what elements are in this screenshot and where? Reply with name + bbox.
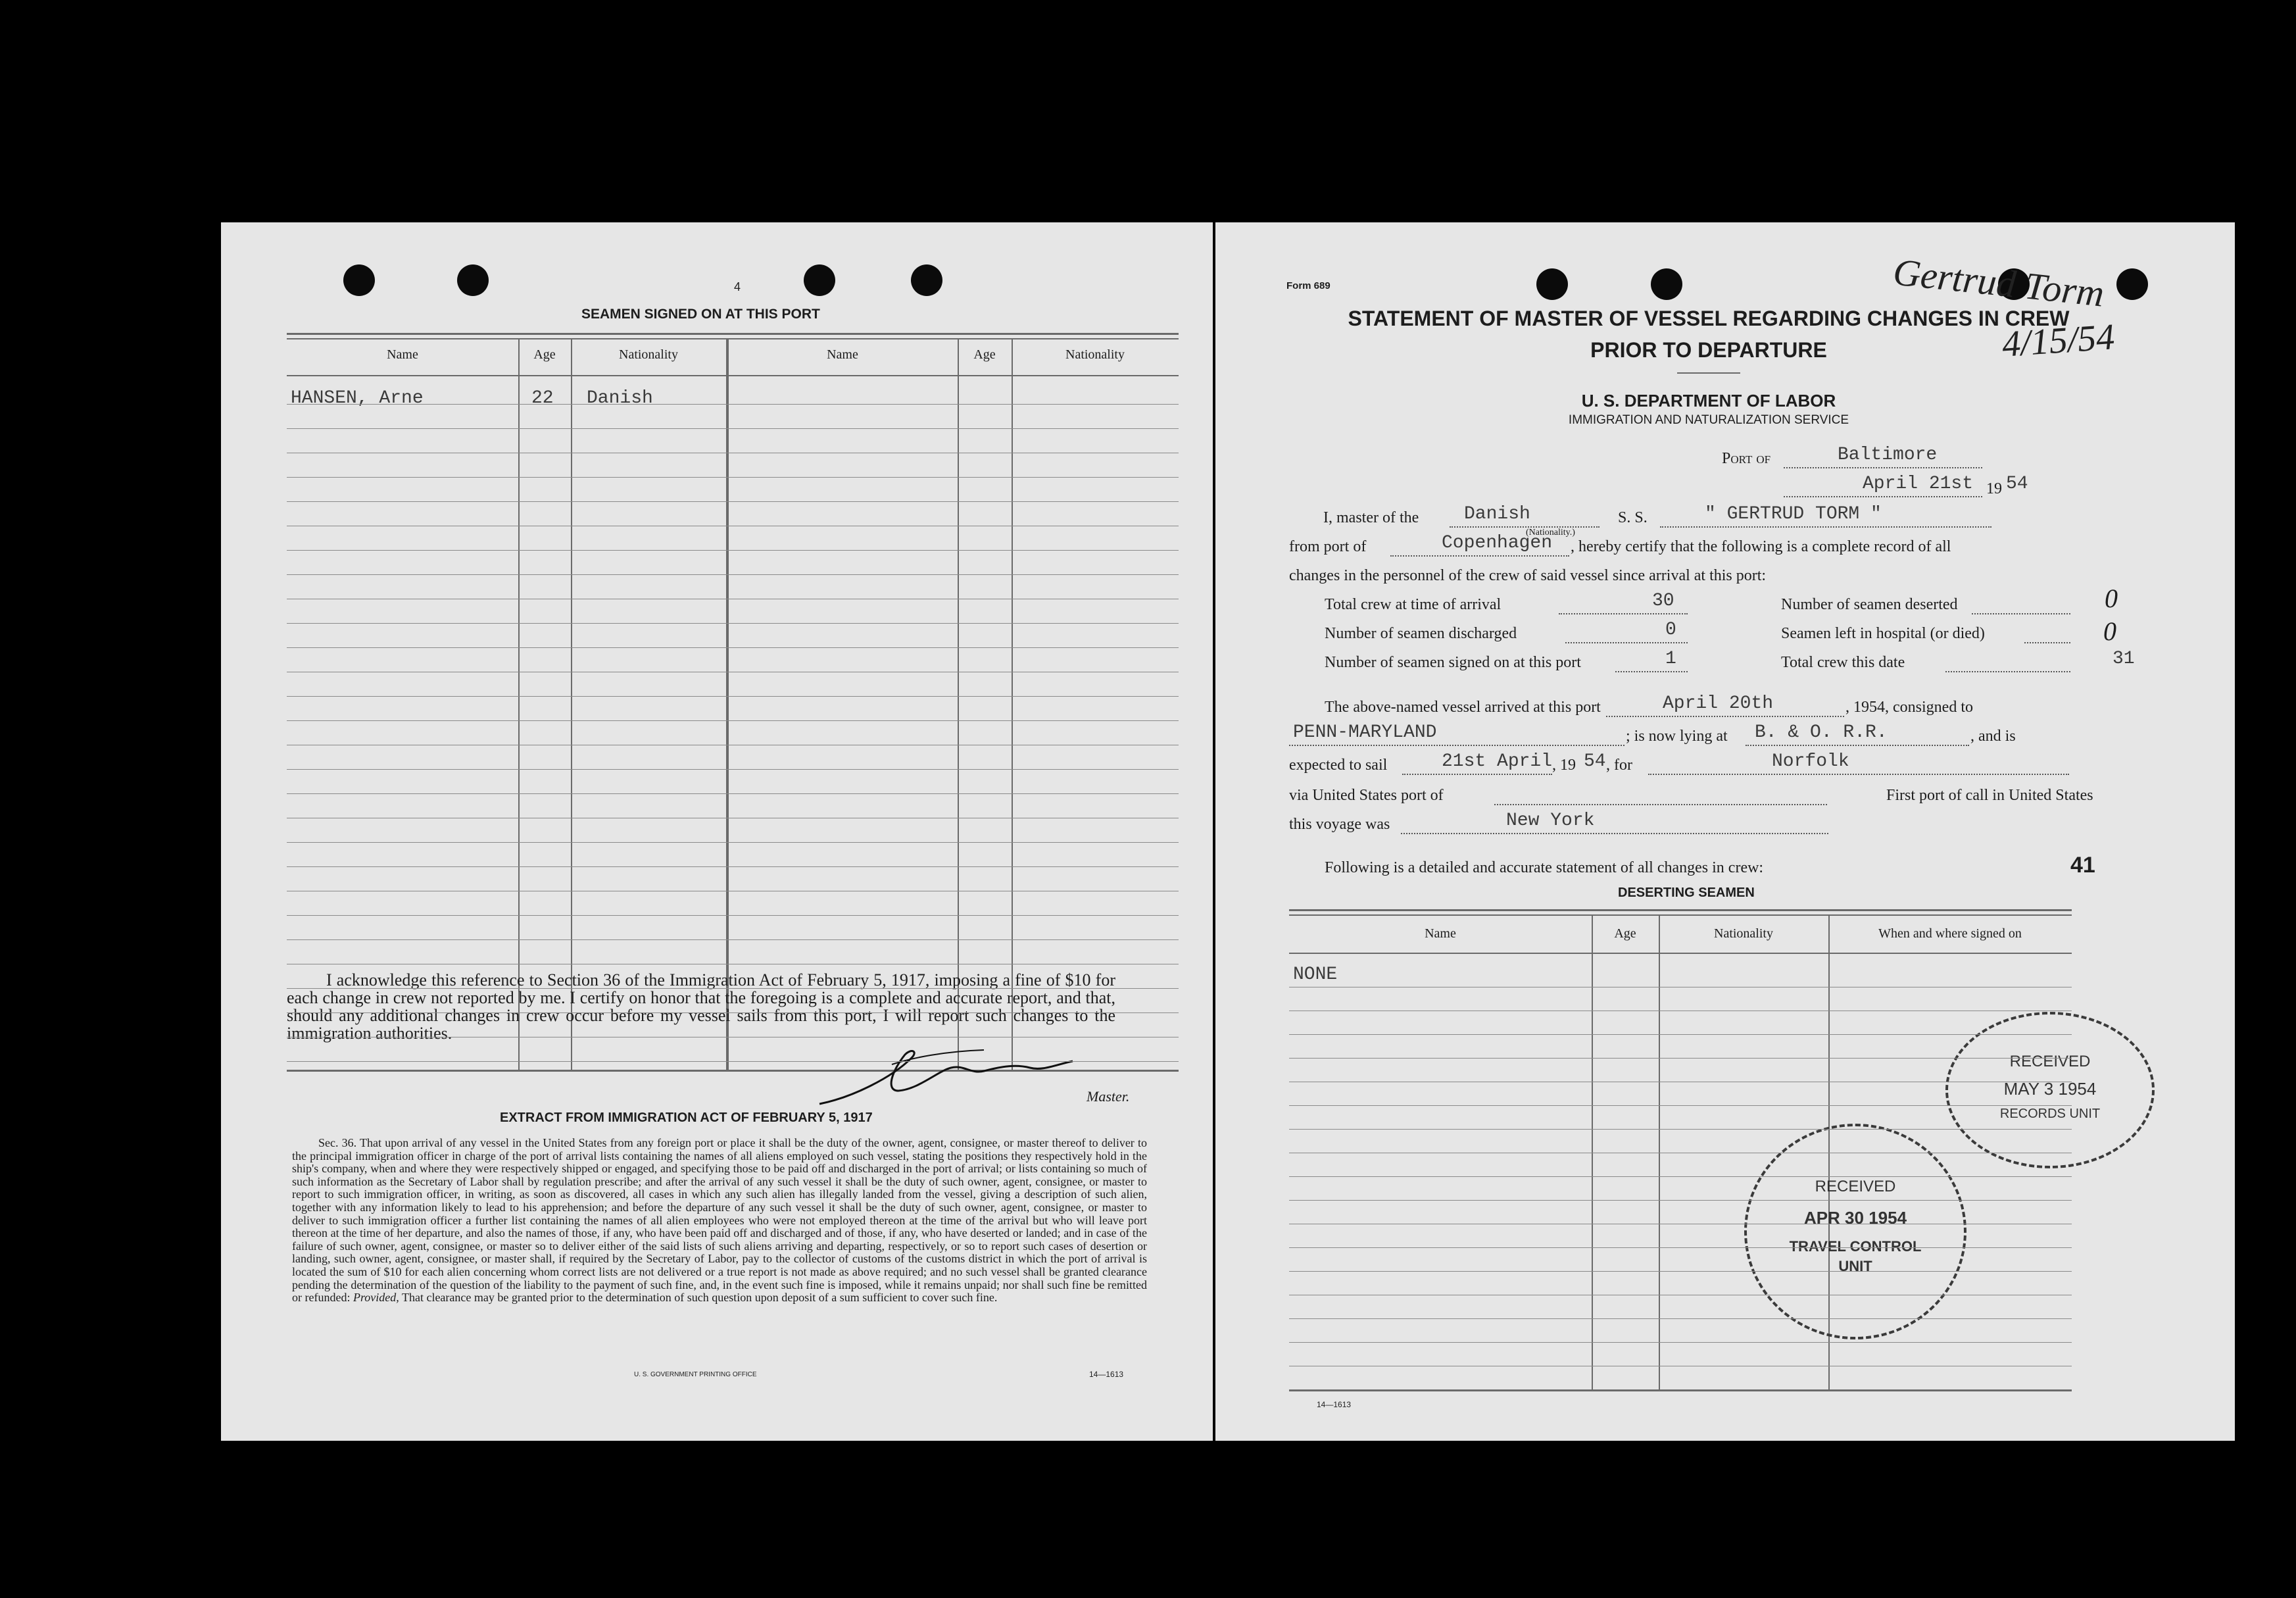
records-unit-stamp	[1945, 1012, 2155, 1168]
voyage-value: New York	[1506, 811, 1595, 831]
table-row-rule	[287, 1061, 1179, 1062]
section-title: SEAMEN SIGNED ON AT THIS PORT	[581, 307, 820, 322]
stat-label: Seamen left in hospital (or died)	[1781, 625, 1985, 642]
column-header-age: Age	[1614, 926, 1636, 941]
form-number: Form 689	[1286, 280, 1331, 291]
from-port-line	[1390, 555, 1569, 557]
table-header-rule	[287, 375, 1179, 376]
nationality-line	[1450, 526, 1600, 528]
stat-value: 0	[1665, 620, 1676, 640]
travel-control-stamp	[1744, 1124, 1966, 1339]
handwritten-number: 41	[2070, 853, 2095, 878]
table-row-rule	[287, 720, 1179, 721]
table-top-rule	[287, 338, 1179, 339]
first-port-label: First port of call in United States	[1886, 787, 2093, 804]
stat-label: Total crew this date	[1781, 654, 1905, 671]
department-name: U. S. DEPARTMENT OF LABOR	[1581, 391, 1836, 411]
punch-hole	[1536, 268, 1568, 300]
table-row-rule	[287, 1012, 1179, 1013]
form-title: STATEMENT OF MASTER OF VESSEL REGARDING CHANGES IN CREW	[1348, 307, 2070, 330]
table-row-rule	[1289, 1058, 2072, 1059]
stat-label: Number of seamen discharged	[1325, 625, 1517, 642]
column-divider	[571, 338, 572, 1070]
stamp-date: APR 30 1954	[1803, 1208, 1907, 1228]
section-text: That upon arrival of any vessel in the United States from any foreign port or place it shall be the duty of the owner, agent, consignee, or master thereof to deliver to the principal immigration officer in charge of the port of arrival lists containing the names of all aliens employed on such vessel, stating the positions they respectively hold in the ship's company, when and where they were respectively shipped or engaged, and specifying those to be paid off and discharged in the port of arrival; or lists containing so much of such information as the Secretary of Labor shall by regulation prescribe; and after the arrival of any such vessel it shall be the duty of such owner, agent, consignee, or master to report to such immigration officer, in writing, as soon as discovered, all cases in which any such alien has illegally landed from the vessel, giving a description of such alien, together with any information likely to lead to his apprehension; and before the departure of any such vessel it shall be the duty of such owner, agent, consignee, or master to deliver to such immigration officer a further list containing the names of all alien employees who were not employed thereon at the time of the arrival but who will leave port thereon at the time of her departure, and also the names of those, if any, who have been paid off and discharged and of those, if any, who have deserted or landed; and in case of the failure of such owner, agent, consignee, or master so to deliver either of the said lists of such aliens arriving and departing, respectively, or so to report such cases of desertion or landing, such owner, agent, consignee, or master shall, if required by the Secretary of Labor, pay to the collector of customs of the customs district in which the port of arrival is located the sum of $10 for each alien concerning whom correct lists are not delivered or a true report is not made as above required; and no such vessel shall be granted clearance pending the determination of the question of the liability to the payment of such fine, and, in the event such fine is imposed, while it remains unpaid; nor shall such fine be remitted or refunded:	[292, 1136, 1147, 1305]
signature-caption: Master.	[1087, 1088, 1130, 1105]
stamp-text: RECEIVED	[1815, 1178, 1896, 1195]
date-line	[1784, 496, 1982, 497]
handwritten-vessel-name: Gertrud Torm	[1891, 250, 2107, 315]
page-number: 4	[734, 280, 741, 293]
stamp-date: MAY 3 1954	[2003, 1079, 2097, 1099]
column-divider	[958, 338, 959, 1070]
master-label: I, master of the	[1323, 509, 1419, 526]
certify-text: , hereby certify that the following is a complete record of all	[1571, 538, 1951, 555]
ship-name-line	[1660, 526, 1991, 528]
column-header-nationality: Nationality	[619, 347, 678, 362]
punch-hole	[2116, 268, 2148, 300]
table-row-rule	[287, 866, 1179, 867]
stat-line	[1559, 613, 1688, 614]
punch-hole	[457, 264, 489, 296]
table-top-rule	[1289, 909, 2072, 911]
punch-hole	[804, 264, 835, 296]
table-row-rule	[287, 793, 1179, 794]
table-top-rule	[287, 333, 1179, 335]
table-row-rule	[287, 477, 1179, 478]
service-name: IMMIGRATION AND NATURALIZATION SERVICE	[1568, 413, 1849, 427]
stat-line	[2024, 642, 2070, 643]
and-is-text: , and is	[1970, 728, 2016, 745]
via-label: via United States port of	[1289, 787, 1444, 804]
year-value: 54	[2006, 474, 2028, 494]
lying-label: ; is now lying at	[1626, 728, 1728, 745]
stamp-text: UNIT	[1838, 1258, 1872, 1274]
proviso-text: That clearance may be granted prior to the determination of such question upon deposit of a sum sufficient to cover such fine.	[401, 1291, 998, 1305]
consignee-line	[1289, 745, 1624, 746]
deserting-name: NONE	[1293, 964, 1338, 985]
column-divider	[518, 338, 520, 1070]
deserting-title: DESERTING SEAMEN	[1618, 886, 1755, 900]
table-row-rule	[1289, 1105, 2072, 1106]
port-value: Baltimore	[1838, 445, 1938, 465]
stat-line	[1945, 671, 2070, 672]
following-text: Following is a detailed and accurate statement of all changes in crew:	[1325, 859, 1764, 876]
right-page	[1215, 222, 2235, 1441]
ss-label: S. S.	[1618, 509, 1648, 526]
master-signature	[813, 1038, 1089, 1111]
year-prefix: 19	[1986, 480, 2002, 497]
table-top-rule	[1289, 914, 2072, 916]
column-header-name: Name	[1425, 926, 1456, 941]
consignee-value: PENN-MARYLAND	[1293, 722, 1437, 743]
arrived-line	[1606, 716, 1844, 717]
sail-year: 54	[1584, 751, 1606, 772]
statute-extract	[292, 1137, 1147, 1305]
acknowledgement-text: I acknowledge this reference to Section 36 of the Immigration Act of February 5, 1917, imposing a fine of $10 for each change in crew not reported by me. I certify on honor that the foregoing is a complete and accurate report, and that, should any additional changes in crew occur before my vessel sails from this port, I will report such changes to the immigration authorities.	[287, 970, 1115, 1043]
port-label: Port of	[1722, 450, 1771, 467]
stat-label: Total crew at time of arrival	[1325, 596, 1502, 613]
column-divider	[727, 338, 729, 1070]
extract-title: EXTRACT FROM IMMIGRATION ACT OF FEBRUARY 5, 1917	[500, 1111, 873, 1125]
table-row-rule	[287, 404, 1179, 405]
column-header-age: Age	[533, 347, 556, 362]
table-row-rule	[1289, 1200, 2072, 1201]
stat-value: 30	[1652, 591, 1674, 611]
stat-value: 0	[2103, 616, 2116, 646]
from-port-value: Copenhagen	[1442, 533, 1553, 553]
sail-value: 21st April	[1442, 751, 1553, 772]
stat-value: 1	[1665, 649, 1676, 669]
stat-line	[1972, 613, 2070, 614]
table-row-rule	[287, 550, 1179, 551]
column-header-nationality: Nationality	[1714, 926, 1773, 941]
table-row-rule	[1289, 1247, 2072, 1248]
table-row-rule	[287, 647, 1179, 648]
form-subtitle: PRIOR TO DEPARTURE	[1590, 338, 1827, 362]
seaman-nationality: Danish	[587, 388, 653, 409]
stat-value: 0	[2105, 584, 2118, 613]
stamp-text: TRAVEL CONTROL	[1789, 1238, 1922, 1255]
table-row-rule	[287, 988, 1179, 989]
table-row-rule	[287, 769, 1179, 770]
port-line	[1784, 467, 1982, 468]
sail-line	[1402, 774, 1552, 775]
column-header-age: Age	[973, 347, 996, 362]
column-divider	[1012, 338, 1013, 1070]
via-line	[1494, 804, 1827, 805]
punch-hole	[1651, 268, 1682, 300]
nationality-value: Danish	[1464, 504, 1530, 524]
punch-hole	[343, 264, 375, 296]
arrived-label: The above-named vessel arrived at this port	[1325, 699, 1601, 716]
table-row-rule	[1289, 1271, 2072, 1272]
stat-line	[1565, 642, 1688, 643]
stamp-text: RECEIVED	[2009, 1053, 2091, 1070]
left-page	[221, 222, 1213, 1441]
form-code: 14—1613	[1089, 1370, 1124, 1379]
stat-label: Number of seamen deserted	[1781, 596, 1958, 613]
section-label: Sec. 36.	[318, 1136, 357, 1149]
table-row-rule	[287, 915, 1179, 916]
nationality-caption: (Nationality.)	[1526, 528, 1575, 537]
sail-year-prefix: , 19	[1552, 757, 1576, 774]
for-value: Norfolk	[1772, 751, 1849, 772]
column-header-name: Name	[827, 347, 858, 362]
stat-line	[1615, 671, 1688, 672]
voyage-line	[1401, 833, 1828, 834]
table-row-rule	[287, 574, 1179, 575]
from-port-label: from port of	[1289, 538, 1367, 555]
changes-text: changes in the personnel of the crew of said vessel since arrival at this port:	[1289, 567, 1767, 584]
form-code: 14—1613	[1317, 1400, 1352, 1409]
seaman-age: 22	[531, 388, 554, 409]
stat-label: Number of seamen signed on at this port	[1325, 654, 1581, 671]
table-row-rule	[287, 842, 1179, 843]
table-row-rule	[287, 623, 1179, 624]
punch-hole	[911, 264, 942, 296]
sail-label: expected to sail	[1289, 757, 1388, 774]
date-value: April 21st	[1863, 474, 1974, 494]
table-row-rule	[1289, 1176, 2072, 1177]
printer-imprint: U. S. GOVERNMENT PRINTING OFFICE	[634, 1371, 757, 1378]
handwritten-date: 4/15/54	[2001, 316, 2116, 365]
table-row-rule	[287, 696, 1179, 697]
ship-name: " GERTRUD TORM "	[1705, 504, 1882, 524]
arrived-value: April 20th	[1663, 693, 1774, 714]
for-line	[1648, 774, 2069, 775]
table-header-rule	[1289, 953, 2072, 954]
for-label: , for	[1606, 757, 1632, 774]
table-row-rule	[287, 501, 1179, 502]
proviso-label: Provided,	[353, 1291, 399, 1305]
table-row-rule	[1289, 1034, 2072, 1035]
stamp-text: RECORDS UNIT	[1999, 1107, 2101, 1121]
table-row-rule	[1289, 1342, 2072, 1343]
lying-line	[1746, 745, 1969, 746]
seaman-name: HANSEN, Arne	[291, 388, 424, 409]
table-row-rule	[287, 428, 1179, 429]
table-row-rule	[1289, 1129, 2072, 1130]
voyage-label: this voyage was	[1289, 816, 1390, 833]
lying-value: B. & O. R.R.	[1755, 722, 1888, 743]
table-row-rule	[287, 939, 1179, 940]
column-header-name: Name	[387, 347, 418, 362]
column-header-nationality: Nationality	[1065, 347, 1125, 362]
stat-value: 31	[2113, 649, 2135, 669]
table-row-rule	[1289, 1318, 2072, 1319]
arrived-year: , 1954, consigned to	[1845, 699, 1973, 716]
title-rule	[1677, 372, 1740, 374]
column-header-signed-on: When and where signed on	[1878, 926, 2022, 941]
table-bottom-rule	[1289, 1389, 2072, 1391]
